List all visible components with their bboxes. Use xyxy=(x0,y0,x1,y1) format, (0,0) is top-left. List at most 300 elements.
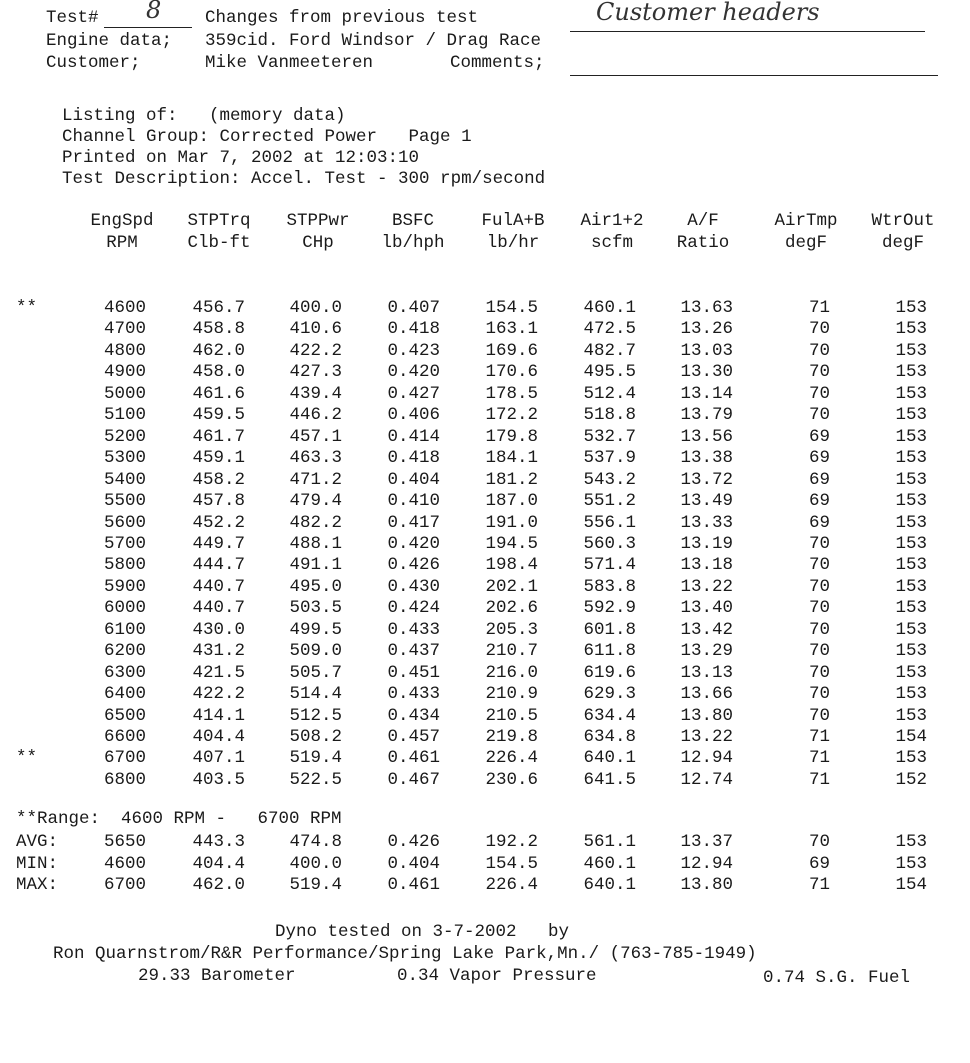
table-cell: 13.33 xyxy=(680,512,733,533)
table-cell: 640.1 xyxy=(583,748,636,769)
table-cell: 619.6 xyxy=(583,662,636,683)
table-cell: 452.2 xyxy=(192,512,245,533)
table-cell: 0.467 xyxy=(387,769,440,790)
table-cell: 152 xyxy=(895,769,927,790)
summary-row xyxy=(0,875,970,896)
table-cell: 601.8 xyxy=(583,619,636,640)
table-cell: 210.7 xyxy=(485,641,538,662)
table-cell: 13.26 xyxy=(680,319,733,340)
column-header-unit: lb/hr xyxy=(486,233,540,253)
table-cell: 13.80 xyxy=(680,705,733,726)
table-cell: 5300 xyxy=(103,448,146,469)
table-cell: 191.0 xyxy=(485,512,538,533)
table-cell: 153 xyxy=(895,319,927,340)
table-cell: 471.2 xyxy=(289,469,342,490)
table-cell: 592.9 xyxy=(583,598,636,619)
range-text: **Range: 4600 RPM - 6700 RPM xyxy=(16,809,342,829)
table-cell: 0.407 xyxy=(387,298,440,318)
table-cell: 13.03 xyxy=(680,340,733,361)
table-cell: 153 xyxy=(895,684,927,705)
table-cell: 13.40 xyxy=(680,598,733,619)
table-cell: 509.0 xyxy=(289,641,342,662)
customer-value: Mike Vanmeeteren xyxy=(205,53,374,73)
table-cell: 400.0 xyxy=(289,298,342,318)
table-cell: 194.5 xyxy=(485,533,538,554)
table-cell: 12.74 xyxy=(680,769,733,790)
table-cell: 70 xyxy=(808,383,830,404)
table-cell: 13.22 xyxy=(680,576,733,597)
table-cell: 13.63 xyxy=(680,298,733,318)
summary-cell: 192.2 xyxy=(485,832,538,852)
table-row xyxy=(0,513,970,534)
summary-cell: 12.94 xyxy=(680,853,733,874)
summary-cell: 462.0 xyxy=(192,875,245,895)
table-cell: 70 xyxy=(808,684,830,705)
summary-cell: 13.37 xyxy=(680,832,733,852)
table-cell: 13.30 xyxy=(680,362,733,383)
table-cell: 0.410 xyxy=(387,491,440,512)
table-cell: 403.5 xyxy=(192,769,245,790)
table-cell: 519.4 xyxy=(289,748,342,769)
table-row xyxy=(0,598,970,619)
channel-group: Channel Group: Corrected Power Page 1 xyxy=(62,127,472,147)
summary-cell: 13.80 xyxy=(680,875,733,895)
table-cell: 495.0 xyxy=(289,576,342,597)
table-cell: 458.8 xyxy=(192,319,245,340)
column-header-name: BSFC xyxy=(391,211,434,231)
table-cell: 583.8 xyxy=(583,576,636,597)
table-row xyxy=(0,727,970,748)
table-cell: 0.433 xyxy=(387,684,440,705)
column-header-unit: CHp xyxy=(302,233,334,253)
table-cell: 522.5 xyxy=(289,769,342,790)
table-cell: 459.1 xyxy=(192,448,245,469)
summary-cell: 443.3 xyxy=(192,832,245,852)
table-row xyxy=(0,555,970,576)
table-cell: 512.4 xyxy=(583,383,636,404)
table-cell: 153 xyxy=(895,512,927,533)
table-cell: 69 xyxy=(808,426,830,447)
table-cell: 71 xyxy=(808,727,830,747)
table-cell: 226.4 xyxy=(485,748,538,769)
table-cell: 482.2 xyxy=(289,512,342,533)
table-cell: 0.434 xyxy=(387,705,440,726)
table-cell: 69 xyxy=(808,491,830,512)
table-cell: 198.4 xyxy=(485,555,538,576)
table-cell: 505.7 xyxy=(289,662,342,683)
table-cell: 457.8 xyxy=(192,491,245,512)
table-cell: 459.5 xyxy=(192,405,245,426)
summary-cell: 474.8 xyxy=(289,832,342,852)
table-cell: 422.2 xyxy=(192,684,245,705)
table-cell: 13.79 xyxy=(680,405,733,426)
summary-cell: 4600 xyxy=(103,853,146,874)
column-header-name: A/F xyxy=(687,211,719,231)
table-cell: 153 xyxy=(895,641,927,662)
table-cell: 0.417 xyxy=(387,512,440,533)
table-cell: 0.423 xyxy=(387,340,440,361)
summary-row xyxy=(0,854,970,875)
table-cell: 6300 xyxy=(103,662,146,683)
table-cell: 13.38 xyxy=(680,448,733,469)
table-cell: 551.2 xyxy=(583,491,636,512)
table-cell: 410.6 xyxy=(289,319,342,340)
table-cell: 69 xyxy=(808,448,830,469)
listing-of: Listing of: (memory data) xyxy=(62,106,346,126)
table-cell: 70 xyxy=(808,705,830,726)
table-cell: 70 xyxy=(808,319,830,340)
table-cell: 181.2 xyxy=(485,469,538,490)
table-cell: 71 xyxy=(808,748,830,769)
table-cell: 202.6 xyxy=(485,598,538,619)
barometer: 29.33 Barometer xyxy=(138,966,296,986)
table-cell: 5500 xyxy=(103,491,146,512)
comments-label: Comments; xyxy=(450,53,545,73)
table-cell: 444.7 xyxy=(192,555,245,576)
table-cell: 5400 xyxy=(103,469,146,490)
table-cell: 154.5 xyxy=(485,298,538,318)
table-cell: 503.5 xyxy=(289,598,342,619)
table-cell: 153 xyxy=(895,298,927,318)
changes-value: Customer headers xyxy=(596,0,820,26)
table-cell: 205.3 xyxy=(485,619,538,640)
table-cell: 0.406 xyxy=(387,405,440,426)
table-cell: 153 xyxy=(895,469,927,490)
table-cell: 0.457 xyxy=(387,727,440,747)
table-cell: 153 xyxy=(895,405,927,426)
table-cell: 13.13 xyxy=(680,662,733,683)
table-cell: 458.0 xyxy=(192,362,245,383)
table-cell: 0.420 xyxy=(387,533,440,554)
table-row xyxy=(0,341,970,362)
table-cell: 518.8 xyxy=(583,405,636,426)
table-cell: 184.1 xyxy=(485,448,538,469)
table-cell: 153 xyxy=(895,491,927,512)
table-cell: 71 xyxy=(808,298,830,318)
table-cell: 216.0 xyxy=(485,662,538,683)
column-header-unit: degF xyxy=(881,233,924,253)
table-cell: 495.5 xyxy=(583,362,636,383)
summary-label: MIN: xyxy=(16,853,59,874)
table-cell: 13.42 xyxy=(680,619,733,640)
table-cell: 472.5 xyxy=(583,319,636,340)
table-cell: 463.3 xyxy=(289,448,342,469)
table-cell: 0.437 xyxy=(387,641,440,662)
customer-label: Customer; xyxy=(46,53,141,73)
table-cell: 556.1 xyxy=(583,512,636,533)
column-header-unit: Ratio xyxy=(676,233,730,253)
table-row xyxy=(0,577,970,598)
table-cell: 13.29 xyxy=(680,641,733,662)
changes-underline xyxy=(570,31,925,32)
table-cell: 611.8 xyxy=(583,641,636,662)
table-cell: 202.1 xyxy=(485,576,538,597)
table-cell: 6700 xyxy=(103,748,146,769)
table-cell: 488.1 xyxy=(289,533,342,554)
table-cell: 458.2 xyxy=(192,469,245,490)
table-cell: 153 xyxy=(895,576,927,597)
table-cell: 512.5 xyxy=(289,705,342,726)
table-cell: 456.7 xyxy=(192,298,245,318)
engine-label: Engine data; xyxy=(46,31,173,51)
table-cell: 178.5 xyxy=(485,383,538,404)
table-cell: 439.4 xyxy=(289,383,342,404)
fuel-gravity: 0.74 S.G. Fuel xyxy=(763,968,911,988)
table-cell: 532.7 xyxy=(583,426,636,447)
table-cell: 508.2 xyxy=(289,727,342,747)
table-cell: 560.3 xyxy=(583,533,636,554)
table-cell: 6800 xyxy=(103,769,146,790)
table-row xyxy=(0,770,970,791)
summary-cell: 0.426 xyxy=(387,832,440,852)
table-cell: 4600 xyxy=(103,298,146,318)
table-cell: 153 xyxy=(895,598,927,619)
engine-value: 359cid. Ford Windsor / Drag Race xyxy=(205,31,542,51)
table-cell: 5600 xyxy=(103,512,146,533)
table-cell: 629.3 xyxy=(583,684,636,705)
table-cell: 210.9 xyxy=(485,684,538,705)
table-cell: 431.2 xyxy=(192,641,245,662)
table-cell: 153 xyxy=(895,555,927,576)
summary-cell: 154 xyxy=(895,875,927,895)
table-row xyxy=(0,405,970,426)
table-cell: 169.6 xyxy=(485,340,538,361)
changes-label: Changes from previous test xyxy=(205,8,479,28)
table-cell: 414.1 xyxy=(192,705,245,726)
table-cell: 5000 xyxy=(103,383,146,404)
table-row xyxy=(0,706,970,727)
summary-cell: 153 xyxy=(895,832,927,852)
printed-on: Printed on Mar 7, 2002 at 12:03:10 xyxy=(62,148,420,168)
table-cell: 13.18 xyxy=(680,555,733,576)
table-row xyxy=(0,298,970,319)
table-row xyxy=(0,748,970,769)
table-cell: 6500 xyxy=(103,705,146,726)
table-row xyxy=(0,491,970,512)
table-cell: 0.414 xyxy=(387,426,440,447)
table-cell: 187.0 xyxy=(485,491,538,512)
table-cell: 446.2 xyxy=(289,405,342,426)
summary-cell: 404.4 xyxy=(192,853,245,874)
summary-cell: 460.1 xyxy=(583,853,636,874)
table-cell: 153 xyxy=(895,533,927,554)
table-cell: 6600 xyxy=(103,727,146,747)
table-cell: 421.5 xyxy=(192,662,245,683)
column-header-name: STPPwr xyxy=(286,211,350,231)
table-cell: 70 xyxy=(808,641,830,662)
summary-label: MAX: xyxy=(16,875,59,895)
table-cell: 210.5 xyxy=(485,705,538,726)
table-cell: 153 xyxy=(895,748,927,769)
table-cell: 440.7 xyxy=(192,576,245,597)
table-cell: 70 xyxy=(808,362,830,383)
table-cell: 153 xyxy=(895,705,927,726)
summary-row xyxy=(0,832,970,853)
table-cell: 5700 xyxy=(103,533,146,554)
table-cell: 0.420 xyxy=(387,362,440,383)
table-cell: 71 xyxy=(808,769,830,790)
table-cell: 70 xyxy=(808,555,830,576)
test-number-underline xyxy=(104,27,192,28)
test-label: Test# xyxy=(46,8,99,28)
table-cell: 514.4 xyxy=(289,684,342,705)
table-cell: 13.49 xyxy=(680,491,733,512)
test-description: Test Description: Accel. Test - 300 rpm/second xyxy=(62,169,546,189)
table-cell: 440.7 xyxy=(192,598,245,619)
table-cell: 12.94 xyxy=(680,748,733,769)
table-cell: 449.7 xyxy=(192,533,245,554)
table-row xyxy=(0,362,970,383)
table-cell: 69 xyxy=(808,512,830,533)
table-cell: 641.5 xyxy=(583,769,636,790)
table-cell: 153 xyxy=(895,340,927,361)
column-header-unit: Clb-ft xyxy=(187,233,251,253)
table-cell: 13.66 xyxy=(680,684,733,705)
table-cell: 461.6 xyxy=(192,383,245,404)
table-cell: 13.14 xyxy=(680,383,733,404)
column-header-name: WtrOut xyxy=(871,211,935,231)
table-cell: 407.1 xyxy=(192,748,245,769)
table-cell: 153 xyxy=(895,662,927,683)
table-cell: 172.2 xyxy=(485,405,538,426)
table-cell: 6000 xyxy=(103,598,146,619)
summary-cell: 153 xyxy=(895,853,927,874)
table-cell: 154 xyxy=(895,727,927,747)
summary-cell: 5650 xyxy=(103,832,146,852)
summary-cell: 71 xyxy=(808,875,830,895)
table-row xyxy=(0,470,970,491)
table-cell: 219.8 xyxy=(485,727,538,747)
summary-cell: 226.4 xyxy=(485,875,538,895)
table-cell: 70 xyxy=(808,340,830,361)
summary-cell: 69 xyxy=(808,853,830,874)
table-row xyxy=(0,448,970,469)
column-header-unit: degF xyxy=(784,233,827,253)
table-cell: 0.427 xyxy=(387,383,440,404)
table-cell: 0.418 xyxy=(387,448,440,469)
column-header-name: Air1+2 xyxy=(580,211,644,231)
table-row xyxy=(0,663,970,684)
summary-cell: 154.5 xyxy=(485,853,538,874)
table-cell: 70 xyxy=(808,533,830,554)
table-cell: 427.3 xyxy=(289,362,342,383)
table-cell: 153 xyxy=(895,362,927,383)
tester-info: Ron Quarnstrom/R&R Performance/Spring Lake Park,Mn./ (763-785-1949) xyxy=(53,944,757,964)
table-cell: 4900 xyxy=(103,362,146,383)
table-cell: 460.1 xyxy=(583,298,636,318)
summary-cell: 0.404 xyxy=(387,853,440,874)
table-cell: 0.404 xyxy=(387,469,440,490)
table-cell: 4800 xyxy=(103,340,146,361)
range-marker: ** xyxy=(16,298,38,318)
table-cell: 6200 xyxy=(103,641,146,662)
column-header-name: EngSpd xyxy=(90,211,154,231)
table-row xyxy=(0,534,970,555)
table-cell: 0.426 xyxy=(387,555,440,576)
table-cell: 634.4 xyxy=(583,705,636,726)
column-header-name: FulA+B xyxy=(481,211,545,231)
column-header-unit: lb/hph xyxy=(381,233,445,253)
table-cell: 6400 xyxy=(103,684,146,705)
table-cell: 170.6 xyxy=(485,362,538,383)
table-cell: 461.7 xyxy=(192,426,245,447)
table-cell: 543.2 xyxy=(583,469,636,490)
table-cell: 479.4 xyxy=(289,491,342,512)
table-cell: 491.1 xyxy=(289,555,342,576)
table-cell: 0.451 xyxy=(387,662,440,683)
table-cell: 5800 xyxy=(103,555,146,576)
table-cell: 5900 xyxy=(103,576,146,597)
table-cell: 0.430 xyxy=(387,576,440,597)
table-cell: 70 xyxy=(808,405,830,426)
table-cell: 13.19 xyxy=(680,533,733,554)
table-cell: 5100 xyxy=(103,405,146,426)
summary-cell: 519.4 xyxy=(289,875,342,895)
table-cell: 153 xyxy=(895,619,927,640)
table-cell: 70 xyxy=(808,619,830,640)
table-cell: 482.7 xyxy=(583,340,636,361)
table-cell: 153 xyxy=(895,448,927,469)
table-cell: 0.433 xyxy=(387,619,440,640)
table-cell: 153 xyxy=(895,383,927,404)
table-cell: 70 xyxy=(808,598,830,619)
tested-on: Dyno tested on 3-7-2002 by xyxy=(275,922,570,942)
table-row xyxy=(0,427,970,448)
table-cell: 70 xyxy=(808,576,830,597)
summary-cell: 640.1 xyxy=(583,875,636,895)
table-cell: 69 xyxy=(808,469,830,490)
test-number: 8 xyxy=(146,0,162,24)
table-cell: 179.8 xyxy=(485,426,538,447)
table-cell: 230.6 xyxy=(485,769,538,790)
vapor-pressure: 0.34 Vapor Pressure xyxy=(397,966,597,986)
comments-underline xyxy=(570,75,938,76)
summary-cell: 561.1 xyxy=(583,832,636,852)
summary-label: AVG: xyxy=(16,832,59,852)
table-cell: 0.461 xyxy=(387,748,440,769)
table-cell: 462.0 xyxy=(192,340,245,361)
table-cell: 499.5 xyxy=(289,619,342,640)
table-row xyxy=(0,620,970,641)
table-cell: 457.1 xyxy=(289,426,342,447)
table-cell: 70 xyxy=(808,662,830,683)
range-marker: ** xyxy=(16,748,38,769)
summary-cell: 70 xyxy=(808,832,830,852)
column-header-unit: RPM xyxy=(106,233,138,253)
table-cell: 571.4 xyxy=(583,555,636,576)
column-header-name: STPTrq xyxy=(187,211,251,231)
table-cell: 422.2 xyxy=(289,340,342,361)
table-cell: 5200 xyxy=(103,426,146,447)
column-header-unit: scfm xyxy=(590,233,633,253)
table-cell: 4700 xyxy=(103,319,146,340)
table-row xyxy=(0,384,970,405)
table-cell: 13.22 xyxy=(680,727,733,747)
table-row xyxy=(0,641,970,662)
table-cell: 0.424 xyxy=(387,598,440,619)
table-cell: 430.0 xyxy=(192,619,245,640)
table-cell: 153 xyxy=(895,426,927,447)
summary-cell: 6700 xyxy=(103,875,146,895)
table-cell: 13.72 xyxy=(680,469,733,490)
table-row xyxy=(0,684,970,705)
table-cell: 404.4 xyxy=(192,727,245,747)
summary-cell: 400.0 xyxy=(289,853,342,874)
summary-cell: 0.461 xyxy=(387,875,440,895)
column-header-name: AirTmp xyxy=(774,211,838,231)
table-cell: 13.56 xyxy=(680,426,733,447)
table-cell: 6100 xyxy=(103,619,146,640)
